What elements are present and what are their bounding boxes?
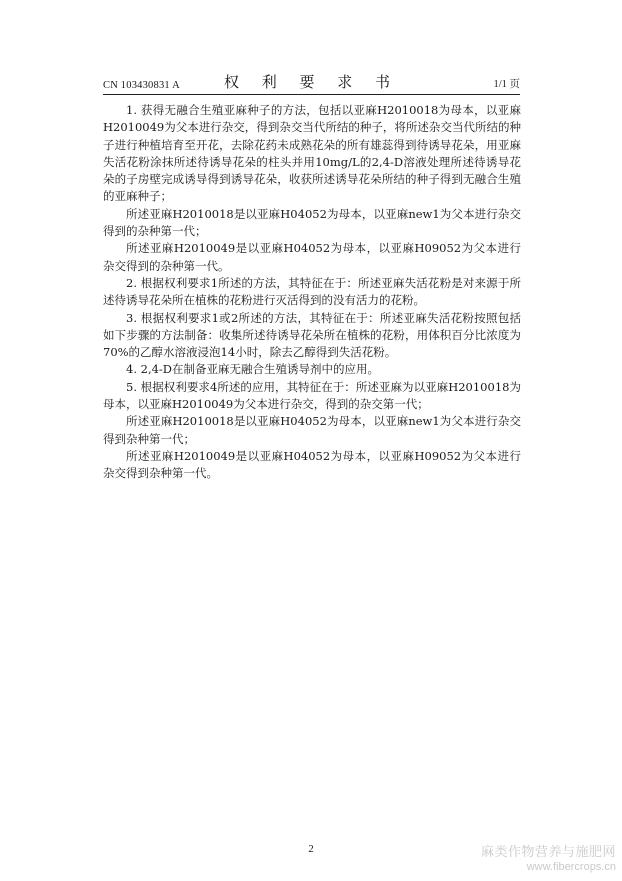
claim-5-sub-paragraph: 所述亚麻H2010018是以亚麻H04052为母本，以亚麻new1为父本进行杂交得到杂种第一代；: [103, 414, 521, 446]
claim-2-paragraph: 2. 根据权利要求1所述的方法，其特征在于：所述亚麻失活花粉是对来源于所述待诱导花朵所在植株的花粉进行灭活得到的没有活力的花粉。: [103, 275, 521, 308]
document-title: 权 利 要 求 书: [223, 73, 400, 91]
claim-3-paragraph: 3. 根据权利要求1或2所述的方法，其特征在于：所述亚麻失活花粉按照包括如下步骤的方法制备：收集所述待诱导花朵所在植株的花粉，用体积百分比浓度为70%的乙醇水溶液浸泡14小时，除去乙醇得到失活花粉。: [103, 310, 521, 360]
page-header: [103, 68, 520, 95]
claims-body: [103, 102, 521, 483]
publication-number: CN 103430831 A: [103, 80, 180, 91]
claim-1-sub-paragraph: 所述亚麻H2010049是以亚麻H04052为母本，以亚麻H09052为父本进行杂交得到的杂种第一代。: [103, 241, 521, 273]
claim-5-sub-paragraph: 所述亚麻H2010049是以亚麻H04052为母本，以亚麻H09052为父本进行杂交得到杂种第一代。: [103, 448, 521, 481]
page-indicator: 1/1 页: [493, 79, 520, 90]
claim-1-sub-paragraph: 所述亚麻H2010018是以亚麻H04052为母本，以亚麻new1为父本进行杂交得到的杂种第一代；: [103, 206, 521, 239]
claim-5-paragraph: 5. 根据权利要求4所述的应用，其特征在于：所述亚麻为以亚麻H2010018为母本，以亚麻H2010049为父本进行杂交，得到的杂交第一代；: [103, 379, 521, 412]
claim-4-paragraph: 4. 2,4-D在制备亚麻无融合生殖诱导剂中的应用。: [126, 362, 380, 377]
claim-1-paragraph: 1. 获得无融合生殖亚麻种子的方法，包括以亚麻H2010018为母本，以亚麻H2010049为父本进行杂交，得到杂交当代所结的种子，将所述杂交当代所结的种子进行种植培育至开花，去除花药未成熟花朵的所有雄蕊得到待诱导花朵，用亚麻失活花粉涂抹所述待诱导花朵的柱头并用10mg/L的2,4-D溶液处理所述待诱导花朵的子房壁完成诱导得到诱导花朵，收获所述诱导花朵所结的种子得到无融合生殖的亚麻种子；: [103, 103, 521, 204]
watermark-site-name: 麻类作物营养与施肥网: [480, 845, 616, 860]
watermark: [481, 845, 616, 875]
watermark-url: www.fibercrops.cn: [526, 861, 616, 874]
page-number: 2: [308, 843, 314, 855]
